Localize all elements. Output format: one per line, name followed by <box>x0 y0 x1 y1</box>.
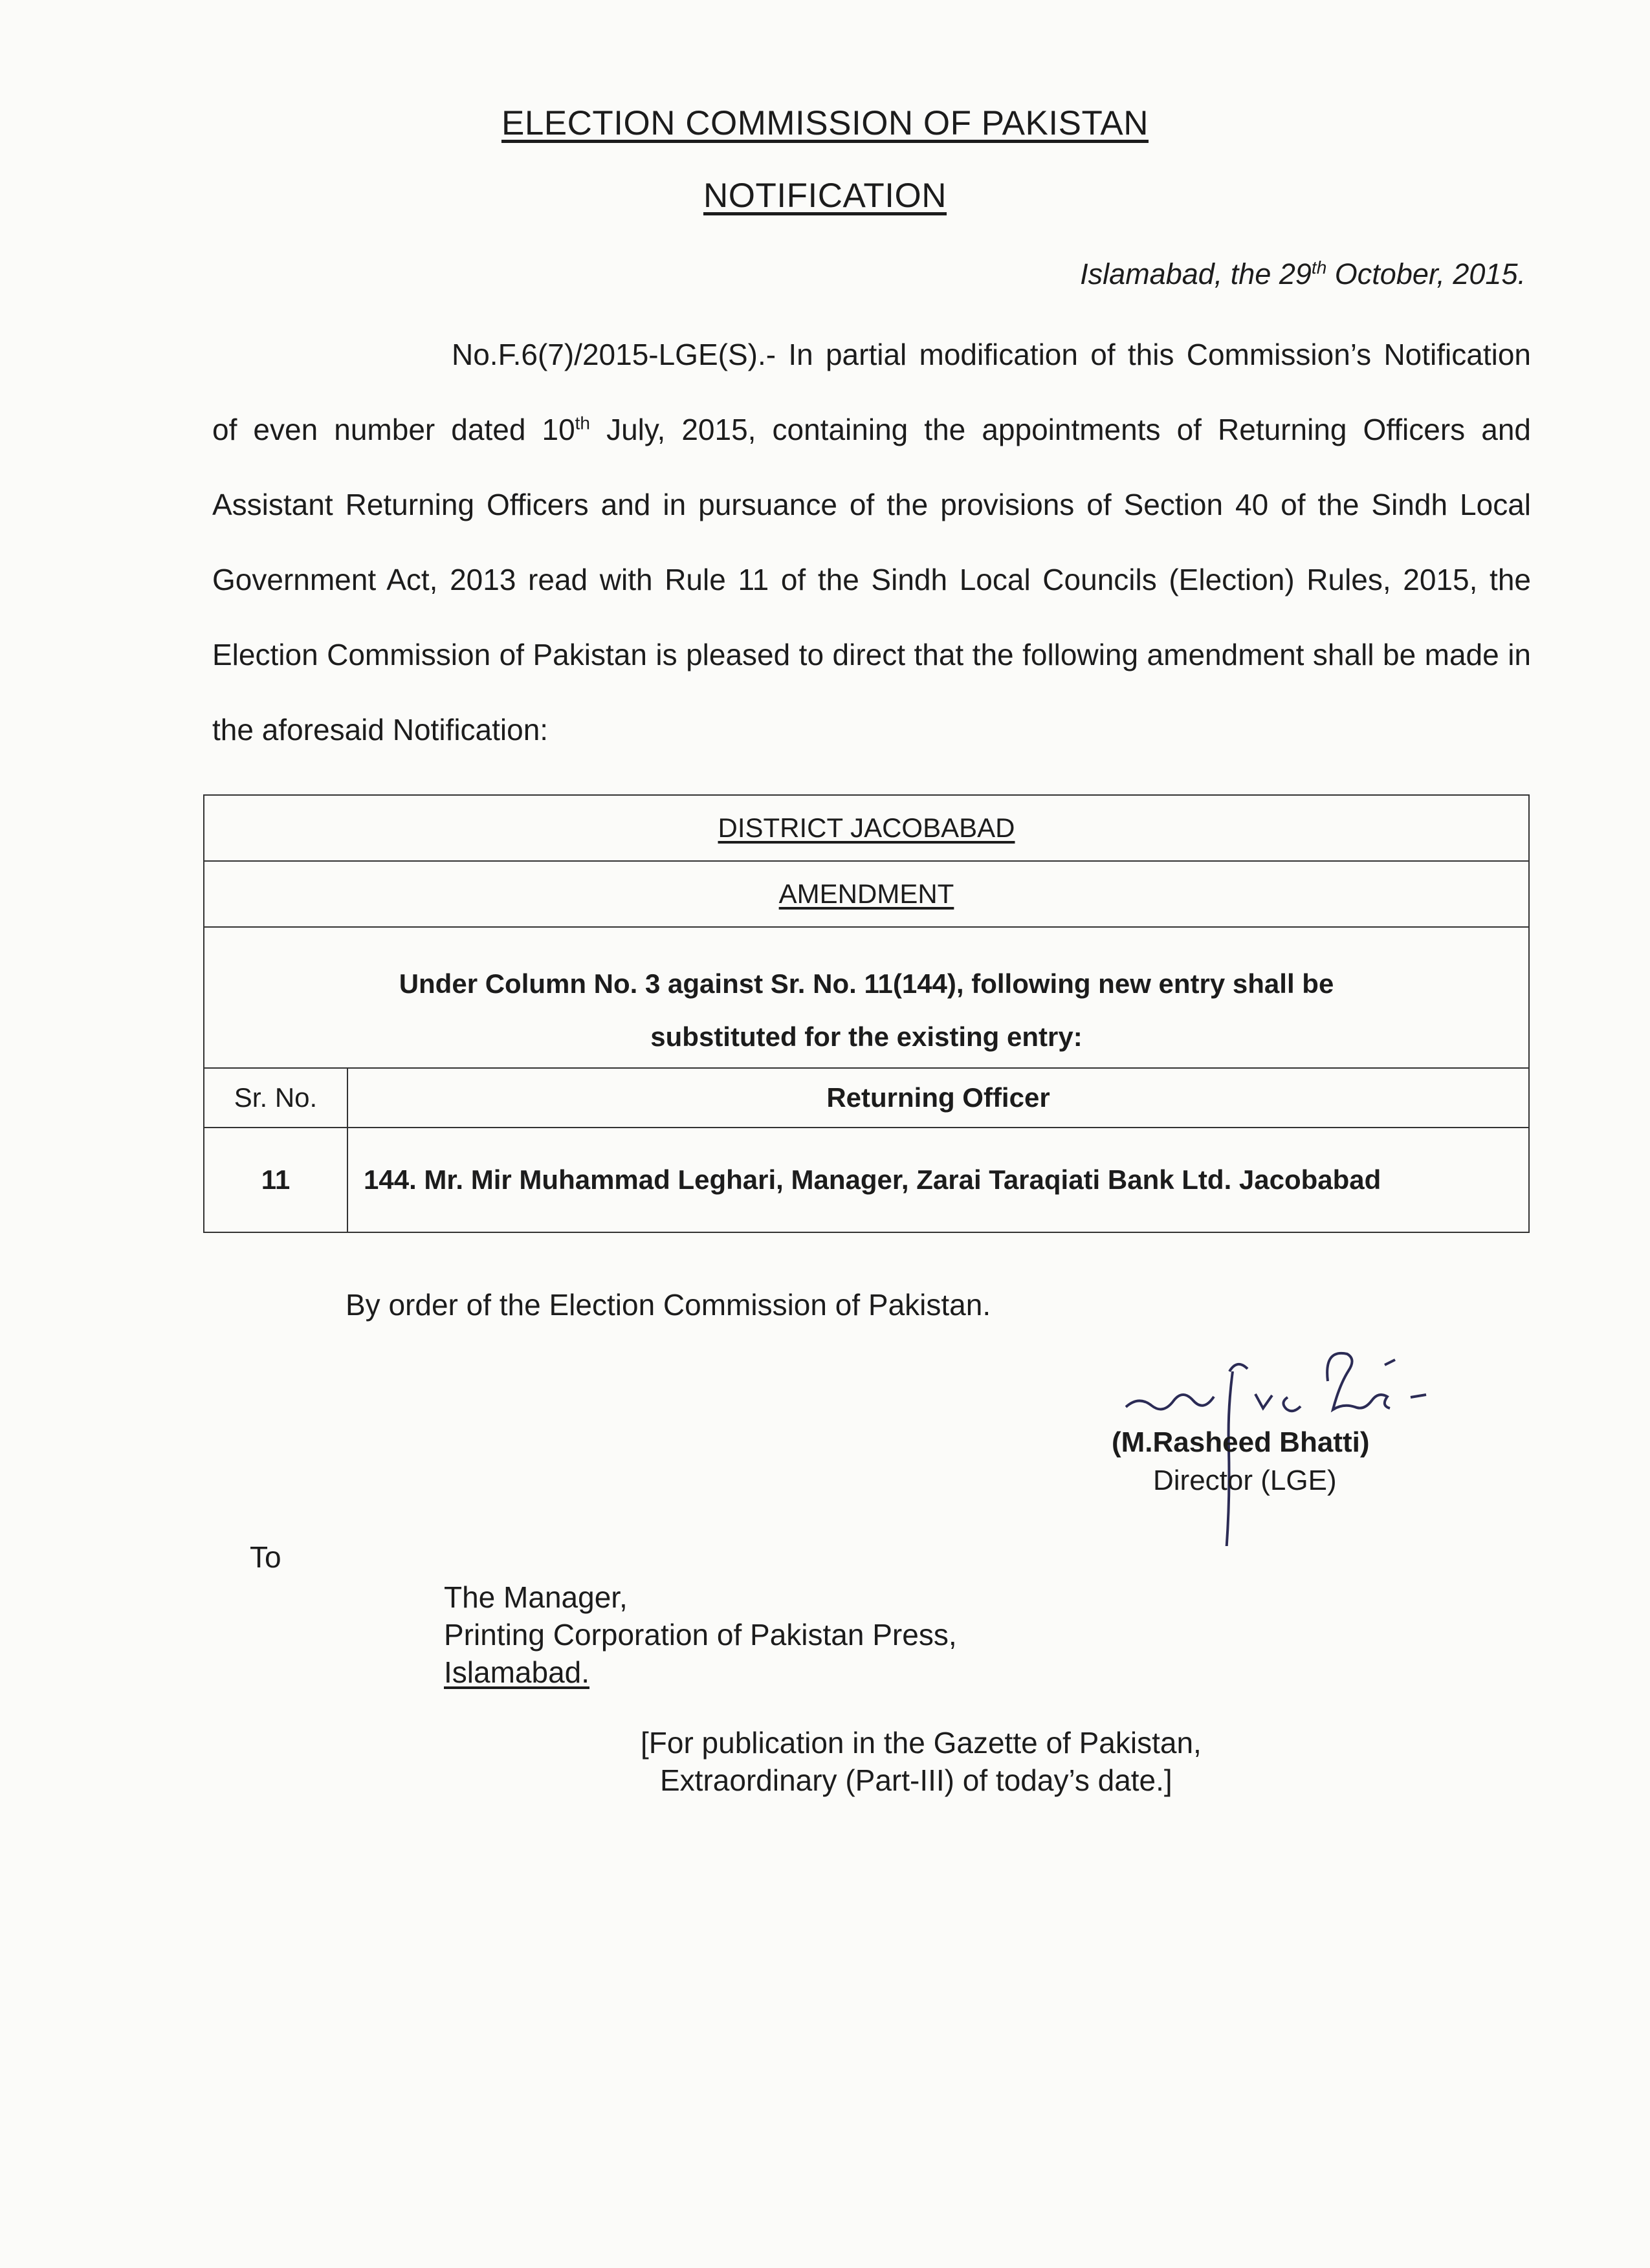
amendment-table <box>203 794 1530 1233</box>
column-header-sr-no: Sr. No. <box>204 1068 347 1128</box>
publication-line-1: [For publication in the Gazette of Pakistan, <box>641 1726 1202 1760</box>
table-cell-sr-no: 11 <box>204 1128 347 1232</box>
date-line <box>1080 257 1526 291</box>
body-text-part1: No.F.6(7)/2015-LGE(S).- In partial modification of this Commission’s Notification of even number dated 10 <box>212 338 1531 446</box>
instruction-text: Under Column No. 3 against Sr. No. 11(144), following new entry shall be substituted for the existing entry: <box>399 968 1334 1052</box>
signatory-title: Director (LGE) <box>1153 1465 1337 1496</box>
address-line-3: Islamabad. <box>444 1655 590 1689</box>
date-suffix: October, 2015. <box>1326 257 1526 290</box>
page-subtitle: NOTIFICATION <box>703 177 947 215</box>
address-line-1: The Manager, <box>444 1580 628 1614</box>
body-superscript: th <box>575 413 591 433</box>
district-heading: DISTRICT JACOBABAD <box>204 795 1529 861</box>
body-text-part2: July, 2015, containing the appointments of Returning Officers and Assistant Returning Officers and in pursuance of the provisions of Section 40 of the Sindh Local Government Act, 2013 read with Rule 11 of the Sindh Local Councils (Election) Rules, 2015, the Election Commission of Pakistan is pleased to direct that the following amendment shall be made in the aforesaid Notification: <box>212 413 1531 747</box>
table-cell-returning-officer: 144. Mr. Mir Muhammad Leghari, Manager, Zarai Taraqiati Bank Ltd. Jacobabad <box>347 1128 1529 1232</box>
body-paragraph <box>212 317 1531 767</box>
date-superscript: th <box>1311 257 1327 278</box>
publication-note <box>641 1724 1202 1799</box>
page-title: ELECTION COMMISSION OF PAKISTAN <box>501 104 1149 142</box>
signatory-name: (M.Rasheed Bhatti) <box>1112 1426 1370 1458</box>
order-line: By order of the Election Commission of Pakistan. <box>346 1288 991 1322</box>
address-line-2: Printing Corporation of Pakistan Press, <box>444 1618 957 1652</box>
notification-body <box>212 317 1531 767</box>
date-prefix: Islamabad, the 29 <box>1080 257 1312 290</box>
publication-line-2: Extraordinary (Part-III) of today’s date.] <box>660 1763 1172 1797</box>
recipient-address <box>444 1578 957 1691</box>
amendment-heading: AMENDMENT <box>204 861 1529 927</box>
amendment-instruction <box>204 927 1529 1068</box>
column-header-returning-officer: Returning Officer <box>347 1068 1529 1128</box>
to-label: To <box>250 1540 281 1574</box>
